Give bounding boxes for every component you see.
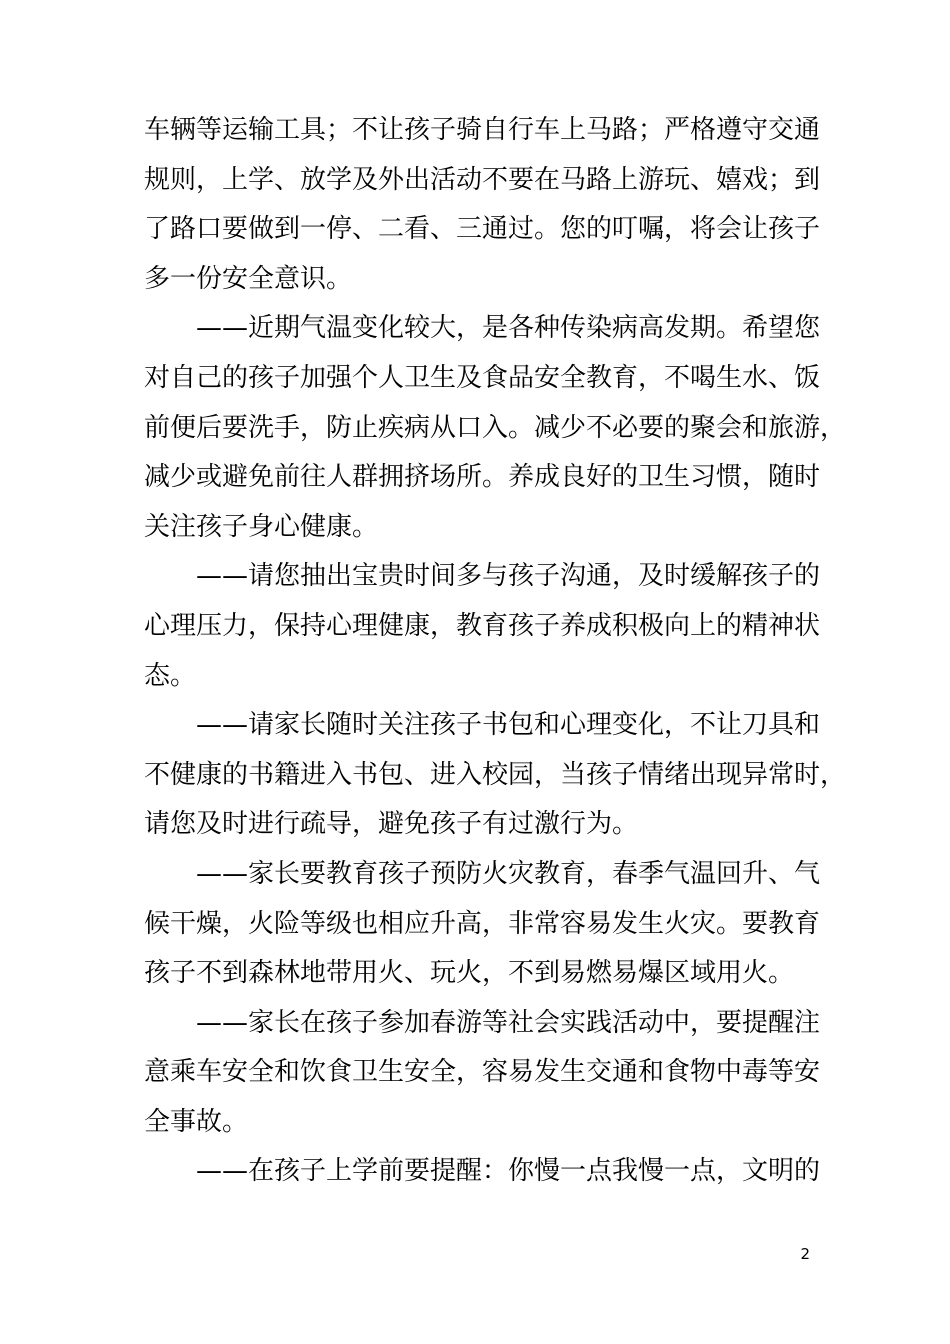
text-line: ——请家长随时关注孩子书包和心理变化，不让刀具和 xyxy=(196,710,821,741)
text-line: 了路口要做到一停、二看、三通过。您的叮嘱，将会让孩子 xyxy=(144,214,821,245)
text-line: ——请您抽出宝贵时间多与孩子沟通，及时缓解孩子的 xyxy=(196,561,821,592)
text-line: 减少或避免前往人群拥挤场所。养成良好的卫生习惯，随时 xyxy=(144,462,821,493)
text-line: 全事故。 xyxy=(144,1106,249,1137)
text-line: 意乘车安全和饮食卫生安全，容易发生交通和食物中毒等安 xyxy=(144,1057,821,1088)
text-line: ——近期气温变化较大，是各种传染病高发期。希望您 xyxy=(196,313,821,344)
text-line: ——在孩子上学前要提醒：你慢一点我慢一点，文明的 xyxy=(196,1156,821,1187)
text-line: ——家长要教育孩子预防火灾教育，春季气温回升、气 xyxy=(196,858,821,889)
text-line: 对自己的孩子加强个人卫生及食品安全教育，不喝生水、饭 xyxy=(144,362,821,393)
text-line: 不健康的书籍进入书包、进入校园，当孩子情绪出现异常时， xyxy=(144,759,847,790)
page-number: 2 xyxy=(800,1245,810,1263)
text-line: 候干燥，火险等级也相应升高，非常容易发生火灾。要教育 xyxy=(144,908,821,939)
text-line: 规则，上学、放学及外出活动不要在马路上游玩、嬉戏；到 xyxy=(144,164,821,195)
text-line: ——家长在孩子参加春游等社会实践活动中，要提醒注 xyxy=(196,1007,821,1038)
text-line: 态。 xyxy=(144,660,197,691)
text-line: 关注孩子身心健康。 xyxy=(144,511,379,542)
text-line: 孩子不到森林地带用火、玩火，不到易燃易爆区域用火。 xyxy=(144,958,795,989)
text-line: 心理压力，保持心理健康，教育孩子养成积极向上的精神状 xyxy=(144,610,821,641)
text-line: 请您及时进行疏导，避免孩子有过激行为。 xyxy=(144,809,639,840)
text-line: 车辆等运输工具；不让孩子骑自行车上马路；严格遵守交通 xyxy=(144,115,821,145)
text-line: 多一份安全意识。 xyxy=(144,263,353,294)
text-line: 前便后要洗手，防止疾病从口入。减少不必要的聚会和旅游， xyxy=(144,412,847,443)
body-text xyxy=(144,106,847,1197)
